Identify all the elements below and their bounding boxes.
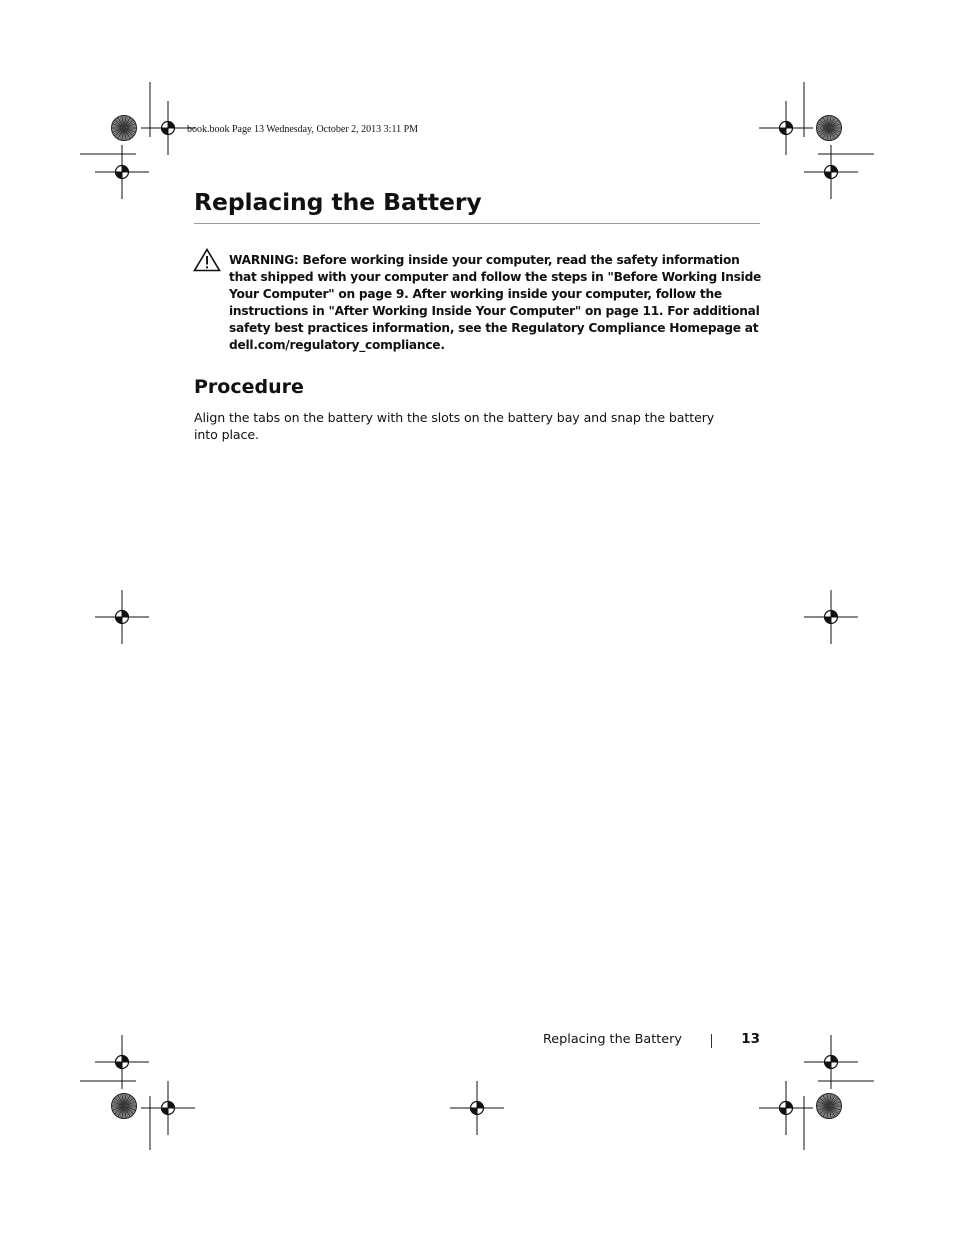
footer-section-label: Replacing the Battery [542,1032,682,1047]
registration-target-icon [141,1081,195,1135]
color-bar-starburst-icon [817,1094,842,1119]
procedure-body: Align the tabs on the battery with the slots on the battery bay and snap the battery into place. [194,410,715,442]
print-slug: book.book Page 13 Wednesday, October 2, 2013 3:11 PM [187,124,419,135]
footer-separator [711,1034,712,1048]
page-number: 13 [741,1031,760,1047]
color-bar-starburst-icon [112,1094,137,1119]
warning-text: WARNING: Before working inside your computer, read the safety information that shipped with your computer and follow the steps in "Before Working Inside Your Computer" on page 9. After working inside your computer, follow the instructions in "After Working Inside Your Computer" on page 11. For additional safety best practices information, see the Regulatory Compliance Homepage at dell.com/regulatory_compliance. [229,253,762,352]
procedure-heading: Procedure [194,376,304,398]
registration-target-icon [759,101,813,155]
color-bar-starburst-icon [817,116,842,141]
registration-target-icon [450,1081,504,1135]
registration-target-icon [759,1081,813,1135]
registration-target-icon [95,590,149,644]
color-bar-starburst-icon [112,116,137,141]
registration-target-icon [804,590,858,644]
title-rule [194,223,760,224]
registration-target-icon [804,145,858,199]
registration-target-icon [95,145,149,199]
warning-triangle-icon [193,248,221,272]
page-title: Replacing the Battery [194,188,482,216]
